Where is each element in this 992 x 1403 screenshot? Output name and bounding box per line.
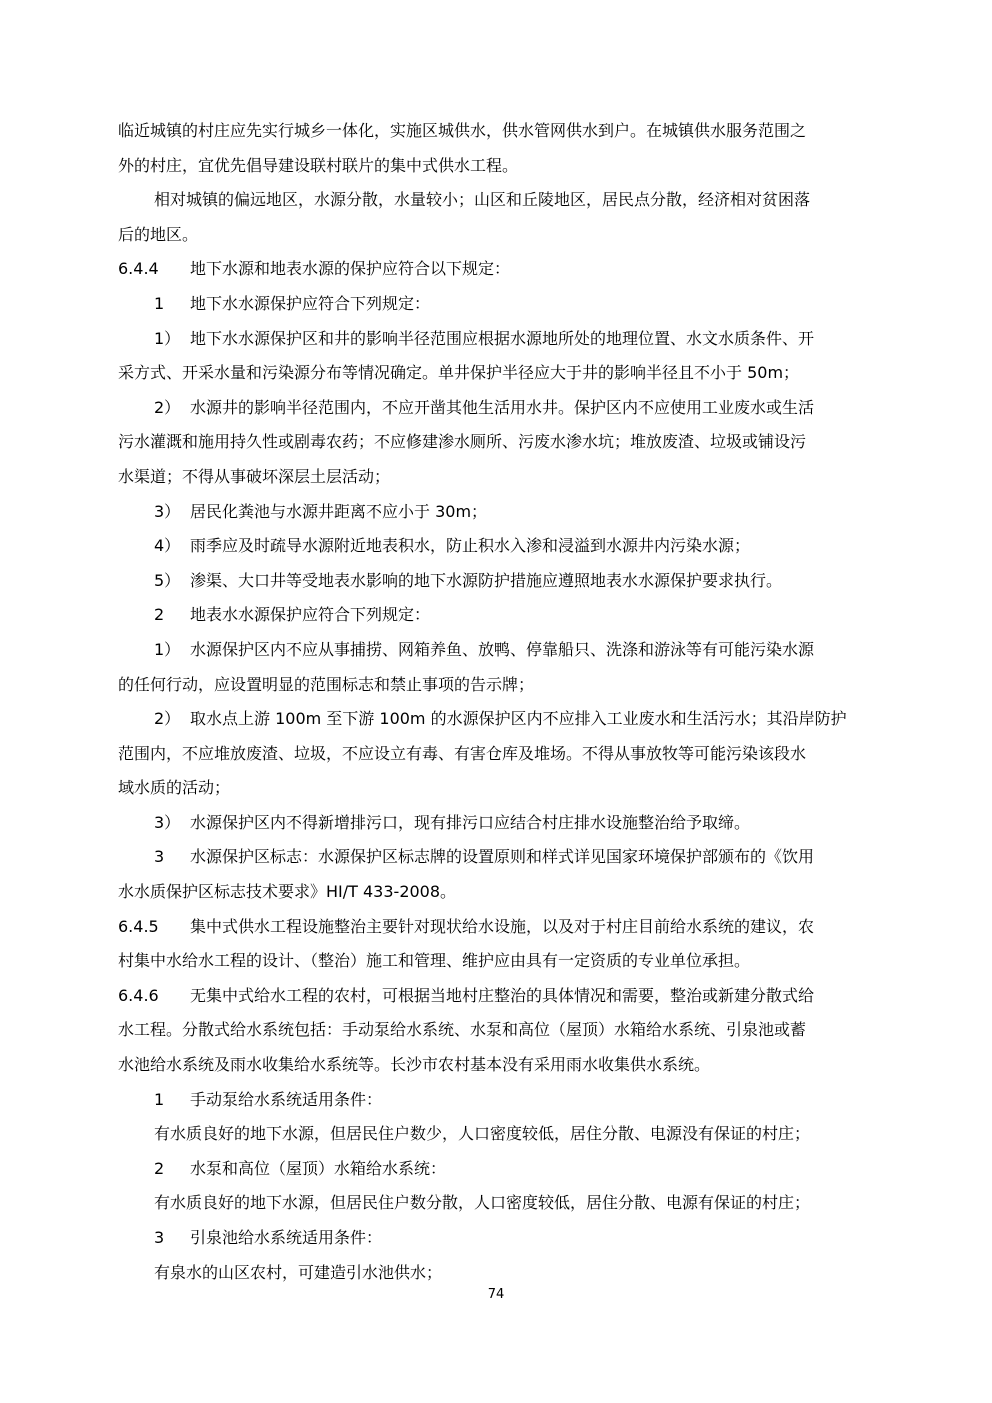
text-line: 有水质良好的地下水源，但居民住户数少，人口密度较低，居住分散、电源没有保证的村庄；	[154, 1124, 811, 1144]
clause-number: 3	[154, 847, 165, 867]
text-line: 水池给水系统及雨水收集给水系统等。长沙市农村基本没有采用雨水收集供水系统。	[118, 1055, 711, 1075]
sub-item-number: 1）	[154, 639, 181, 659]
sub-item-number: 2）	[154, 709, 181, 729]
sub-item: 3） 水源保护区内不得新增排污口，现有排污口应结合村庄排水设施整治给予取缔。	[118, 806, 874, 841]
sub-item-number: 3）	[154, 812, 181, 832]
text-line: 外的村庄，宜优先倡导建设联村联片的集中式供水工程。	[118, 155, 519, 175]
text-line: 有泉水的山区农村，可建造引水池供水；	[154, 1262, 443, 1282]
body-text	[118, 114, 874, 1290]
clause-item: 3 引泉池给水系统适用条件：	[118, 1221, 874, 1256]
section-heading-6-4-5: 6.4.5 集中式供水工程设施整治主要针对现状给水设施，以及对于村庄目前给水系统的建议，农	[118, 910, 874, 945]
clause-number: 3	[154, 1228, 165, 1247]
text-line: 水水质保护区标志技术要求》HI/T 433-2008。	[118, 882, 457, 902]
sub-item-number: 4）	[154, 536, 181, 556]
clause-item: 1 手动泵给水系统适用条件：	[118, 1083, 874, 1118]
text-line: 相对城镇的偏远地区，水源分散，水量较小；山区和丘陵地区，居民点分散，经济相对贫困落	[154, 190, 811, 210]
sub-item: 5） 渗渠、大口井等受地表水影响的地下水源防护措施应遵照地表水水源保护要求执行。	[118, 564, 874, 599]
sub-item: 4） 雨季应及时疏导水源附近地表积水，防止积水入渗和浸溢到水源井内污染水源；	[118, 529, 874, 564]
text-line: 水渠道；不得从事破坏深层土层活动；	[118, 466, 391, 486]
clause-item: 3 水源保护区标志：水源保护区标志牌的设置原则和样式详见国家环境保护部颁布的《饮用	[118, 840, 874, 875]
sub-item-number: 3）	[154, 501, 181, 521]
clause-number: 1	[154, 1089, 165, 1109]
sub-item: 3） 居民化粪池与水源井距离不应小于 30m；	[118, 495, 874, 530]
clause-item: 2 地表水水源保护应符合下列规定：	[118, 598, 874, 633]
text-line: 水工程。分散式给水系统包括：手动泵给水系统、水泵和高位（屋顶）水箱给水系统、引泉池或蓄	[118, 1020, 807, 1040]
section-heading-6-4-6: 6.4.6 无集中式给水工程的农村，可根据当地村庄整治的具体情况和需要，整治或新建分散式给	[118, 979, 874, 1014]
section-number: 6.4.5	[118, 916, 159, 936]
clause-number: 2	[154, 605, 165, 625]
text-line: 的任何行动，应设置明显的范围标志和禁止事项的告示牌；	[118, 674, 535, 694]
sub-item-number: 5）	[154, 570, 181, 590]
text-line: 采方式、开采水量和污染源分布等情况确定。单井保护半径应大于井的影响半径且不小于 50m；	[118, 363, 800, 383]
text-line: 域水质的活动；	[118, 778, 231, 798]
section-heading-6-4-4: 6.4.4 地下水源和地表水源的保护应符合以下规定：	[118, 252, 874, 287]
section-number: 6.4.4	[118, 259, 159, 279]
clause-number: 2	[154, 1158, 165, 1178]
text-line: 村集中水给水工程的设计、（整治）施工和管理、维护应由具有一定资质的专业单位承担。	[118, 951, 751, 971]
text-line: 有水质良好的地下水源，但居民住户数分散，人口密度较低，居住分散、电源有保证的村庄；	[154, 1193, 811, 1213]
page-number: 74	[487, 1287, 505, 1302]
text-line: 临近城镇的村庄应先实行城乡一体化，实施区城供水，供水管网供水到户。在城镇供水服务范围之	[118, 121, 807, 140]
sub-item-number: 2）	[154, 397, 181, 417]
clause-item: 1 地下水水源保护应符合下列规定：	[118, 287, 874, 322]
sub-item: 2） 水源井的影响半径范围内，不应开凿其他生活用水井。保护区内不应使用工业废水或生活	[118, 391, 874, 426]
sub-item-number: 1）	[154, 328, 181, 348]
clause-number: 1	[154, 293, 165, 313]
sub-item: 2） 取水点上游 100m 至下游 100m 的水源保护区内不应排入工业废水和生活污水；其沿岸防护	[118, 702, 874, 737]
text-line: 后的地区。	[118, 224, 199, 244]
sub-item: 1） 地下水水源保护区和井的影响半径范围应根据水源地所处的地理位置、水文水质条件、开	[118, 322, 874, 357]
sub-item: 1） 水源保护区内不应从事捕捞、网箱养鱼、放鸭、停靠船只、洗涤和游泳等有可能污染水源	[118, 633, 874, 668]
text-line: 范围内，不应堆放废渣、垃圾，不应设立有毒、有害仓库及堆场。不得从事放牧等可能污染该段水	[118, 743, 807, 763]
section-number: 6.4.6	[118, 985, 159, 1005]
clause-item: 2 水泵和高位（屋顶）水箱给水系统：	[118, 1152, 874, 1187]
text-line: 污水灌溉和施用持久性或剧毒农药；不应修建渗水厕所、污废水渗水坑；堆放废渣、垃圾或铺设污	[118, 432, 807, 452]
